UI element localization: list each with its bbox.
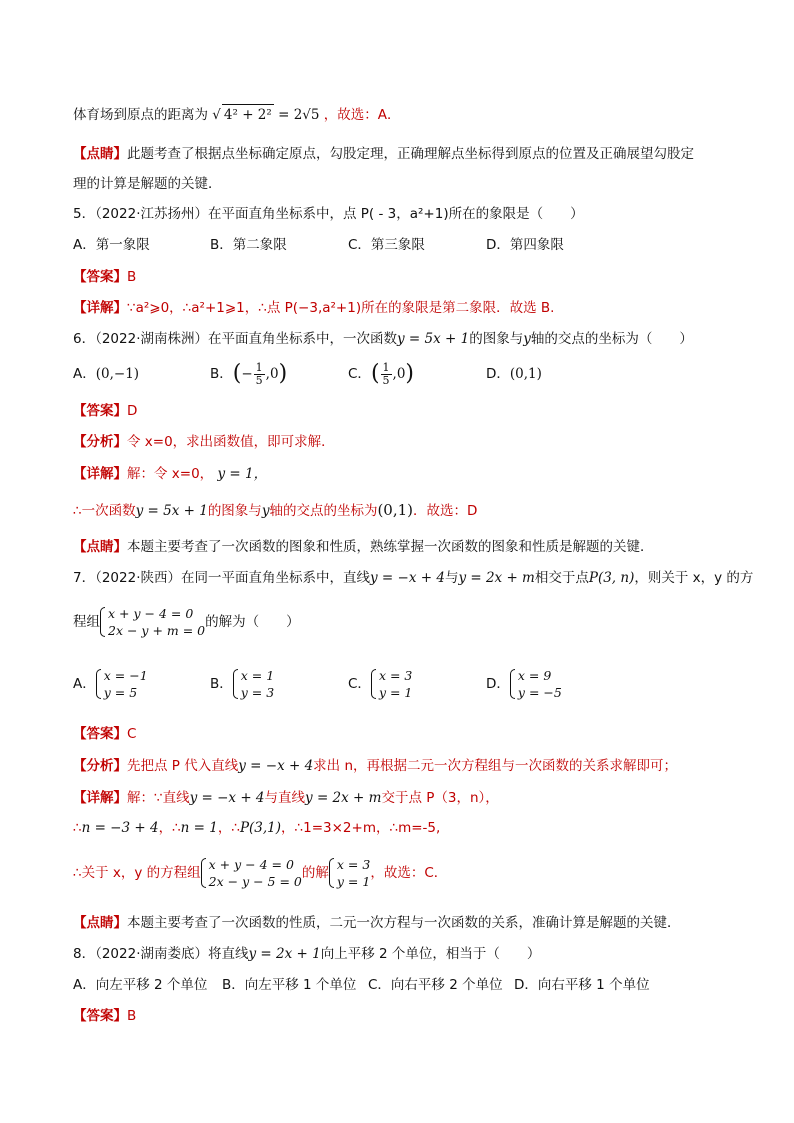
q7-answer	[73, 724, 136, 744]
final-text: ∴关于 x，y 的方程组	[73, 865, 201, 881]
option-tail: ,0	[265, 366, 279, 382]
q6-stem-a: 6．（2022·湖南株洲）在平面直角坐标系中，一次函数	[73, 331, 397, 347]
step-equation-1: n = −3 + 4	[81, 820, 159, 836]
left-paren: (	[370, 361, 380, 386]
answer-value: B	[127, 1008, 137, 1024]
q7-option-c	[348, 666, 412, 702]
dianjing-text: 本题主要考查了一次函数的性质，二元一次方程与一次函数的关系，准确计算是解题的关键．	[127, 915, 681, 931]
system-row-2: y = 1	[378, 685, 413, 700]
q6-option-b	[210, 360, 287, 388]
q7-stem2-b: 的解为（ ）	[205, 614, 300, 630]
step-symbol-c: ，∴	[217, 820, 240, 836]
system-row-1: x = 9	[517, 668, 552, 683]
intro-choice: ，故选：A．	[323, 107, 401, 123]
question-5-stem	[73, 204, 584, 224]
q5-option-c: C．第三象限	[348, 237, 425, 253]
q7-stem-b: 与	[444, 570, 459, 586]
conclusion-text-c: 轴的交点的坐标为	[269, 503, 378, 519]
answer-tag: 【答案】	[73, 403, 127, 419]
q7-line2: y = 2x + m	[458, 570, 535, 586]
q7-stem2-a: 程组	[73, 614, 100, 630]
dianjing-tag: 【点睛】	[73, 915, 127, 931]
q7-detail	[73, 788, 499, 808]
step-symbol: ∴	[73, 820, 82, 836]
fraction	[254, 362, 265, 387]
q7-stem-a: 7．（2022·陕西）在同一平面直角坐标系中，直线	[73, 570, 370, 586]
minus-sign: −	[241, 366, 253, 382]
step-point: P(3,1)	[239, 820, 282, 836]
analysis-text-b: 求出 n，再根据二元一次方程组与一次函数的关系求解即可；	[313, 758, 678, 774]
q7-point: P(3, n)	[588, 570, 635, 586]
q7-option-a	[73, 666, 148, 702]
answer-tag: 【答案】	[73, 726, 127, 742]
q8-option-c: C．向右平移 2 个单位	[368, 977, 503, 993]
system-row-1: x + y − 4 = 0	[108, 606, 194, 621]
question-7-stem	[73, 568, 753, 588]
q7-option-b	[210, 666, 274, 702]
q6-equation: y = 5x + 1	[397, 331, 470, 347]
dianjing-1-line2	[73, 174, 222, 194]
q8-answer	[73, 1006, 136, 1026]
final-choice: ，故选：C．	[370, 865, 448, 881]
q8-equation: y = 2x + 1	[248, 946, 321, 962]
q8-option-d: D．向右平移 1 个单位	[514, 977, 650, 993]
system-row-1: x = −1	[103, 668, 148, 683]
detail-equation-1: y = −x + 4	[189, 790, 265, 806]
intro-line	[73, 104, 401, 125]
conclusion-text: ∴一次函数	[73, 503, 136, 519]
q7-stem-d: ，则关于 x，y 的方	[634, 570, 754, 586]
conclusion-text-b: 的图象与	[207, 503, 262, 519]
left-paren: (	[232, 361, 242, 386]
option-value: (0,−1)	[95, 366, 140, 382]
numerator: 1	[255, 360, 263, 374]
q6-option-a	[73, 364, 139, 384]
conclusion-y: y	[261, 503, 270, 519]
system-row-2: y = 5	[103, 685, 138, 700]
dianjing-text-2: 理的计算是解题的关键．	[73, 176, 222, 192]
detail-text-b: 与直线	[264, 790, 306, 806]
answer-tag: 【答案】	[73, 269, 127, 285]
detail-equation-2: y = 2x + m	[305, 790, 382, 806]
system-row-2: 2x − y + m = 0	[108, 623, 206, 638]
q5-option-a: A．第一象限	[73, 237, 150, 253]
option-label: C．	[348, 676, 371, 692]
q7-option-d	[486, 666, 562, 702]
option-label: D．	[486, 676, 510, 692]
option-value: (0,1)	[509, 366, 542, 382]
option-label: C．	[348, 366, 371, 382]
right-paren: )	[405, 361, 415, 386]
dianjing-tag: 【点睛】	[73, 539, 127, 555]
q8-stem-b: 向上平移 2 个单位，相当于（ ）	[320, 946, 541, 962]
q6-dianjing	[73, 537, 654, 557]
conclusion-choice: ．故选：D	[413, 503, 478, 519]
q6-y-axis: y	[523, 331, 531, 347]
final-system	[201, 856, 302, 890]
q7-line1: y = −x + 4	[370, 570, 445, 586]
q5-option-d: D．第四象限	[486, 237, 564, 253]
detail-text: ∵a²⩾0，∴a²+1⩾1，∴点 P(−3,a²+1)所在的象限是第二象限．故选 B.	[127, 300, 555, 316]
denominator: 5	[255, 373, 263, 387]
answer-value: C	[127, 726, 137, 742]
option-system	[371, 667, 412, 701]
option-system	[233, 667, 274, 701]
numerator: 1	[382, 360, 390, 374]
q6-analysis	[73, 432, 335, 452]
detail-text: 解：∵直线	[127, 790, 190, 806]
analysis-text: 先把点 P 代入直线	[127, 758, 239, 774]
q6-detail	[73, 464, 267, 484]
option-tail: ,0	[392, 366, 406, 382]
question-7-stem-2	[73, 604, 300, 640]
system-row-2: y = 3	[240, 685, 275, 700]
q6-stem-c: 轴的交点的坐标为（ ）	[530, 331, 693, 347]
option-label: A．	[73, 676, 96, 692]
system-row-2: y = −5	[517, 685, 562, 700]
dianjing-tag: 【点睛】	[73, 146, 127, 162]
q6-answer	[73, 401, 137, 421]
step-symbol-b: ，∴	[158, 820, 181, 836]
intro-text: 体育场到原点的距离为	[73, 107, 208, 123]
q6-stem-b: 的图象与	[469, 331, 524, 347]
q6-option-c	[348, 360, 414, 388]
dianjing-text: 此题考查了根据点坐标确定原点，勾股定理，正确理解点坐标得到原点的位置及正确展望勾股定	[127, 146, 694, 162]
detail-tag: 【详解】	[73, 466, 127, 482]
q5-detail	[73, 298, 554, 318]
detail-text: 解：令 x=0，	[127, 466, 214, 482]
dianjing-1-line1	[73, 144, 694, 164]
detail-tag: 【详解】	[73, 300, 127, 316]
answer-tag: 【答案】	[73, 1008, 127, 1024]
q5-stem-text: 5．（2022·江苏扬州）在平面直角坐标系中，点 P( - 3，a²+1)所在的象限是（ ）	[73, 206, 584, 222]
step-text: ，∴1=3×2+m，∴m=-5,	[281, 820, 441, 836]
q8-stem-a: 8．（2022·湖南娄底）将直线	[73, 946, 249, 962]
option-label: B．	[210, 366, 233, 382]
system-row-1: x = 1	[240, 668, 275, 683]
radical-expression: √ 4² + 2²	[212, 107, 274, 123]
option-label: D．	[486, 366, 510, 382]
option-label: A．	[73, 366, 96, 382]
right-paren: )	[278, 361, 288, 386]
conclusion-point: (0,1)	[377, 501, 414, 519]
question-6-stem	[73, 329, 693, 349]
step-equation-2: n = 1	[180, 820, 218, 836]
q6-option-d	[486, 364, 542, 384]
final-text-b: 的解	[301, 865, 329, 881]
system-row-1: x + y − 4 = 0	[208, 857, 294, 872]
answer-value: D	[127, 403, 138, 419]
system-row-2: 2x − y − 5 = 0	[208, 874, 302, 889]
final-solution	[329, 856, 370, 890]
q7-analysis	[73, 756, 677, 776]
conclusion-equation: y = 5x + 1	[135, 503, 208, 519]
denominator: 5	[382, 373, 390, 387]
system-row-1: x = 3	[336, 857, 371, 872]
q7-steps	[73, 818, 440, 838]
analysis-tag: 【分析】	[73, 758, 127, 774]
option-label: B．	[210, 676, 233, 692]
q5-answer	[73, 267, 136, 287]
system-row-2: y = 1	[336, 874, 371, 889]
answer-value: B	[127, 269, 137, 285]
q6-conclusion	[73, 500, 477, 521]
option-system	[96, 667, 148, 701]
q7-dianjing	[73, 913, 681, 933]
question-8-stem	[73, 944, 540, 964]
system-row-1: x = 3	[378, 668, 413, 683]
q5-option-b: B．第二象限	[210, 237, 287, 253]
distance-value: = 2√5	[278, 107, 320, 123]
fraction	[381, 362, 392, 387]
radicand: 4² + 2²	[222, 104, 274, 125]
q8-option-b: B．向左平移 1 个单位	[222, 977, 357, 993]
analysis-tag: 【分析】	[73, 434, 127, 450]
detail-equation: y = 1，	[217, 466, 268, 482]
q7-stem-c: 相交于点	[534, 570, 589, 586]
detail-text-c: 交于点 P（3，n），	[381, 790, 499, 806]
option-system	[510, 667, 562, 701]
q8-option-a: A．向左平移 2 个单位	[73, 977, 208, 993]
dianjing-text: 本题主要考查了一次函数的图象和性质，熟练掌握一次函数的图象和性质是解题的关键．	[127, 539, 654, 555]
q7-equation-system	[100, 605, 205, 639]
q7-final	[73, 853, 447, 893]
analysis-equation: y = −x + 4	[238, 758, 314, 774]
detail-tag: 【详解】	[73, 790, 127, 806]
analysis-text: 令 x=0，求出函数值，即可求解．	[127, 434, 335, 450]
